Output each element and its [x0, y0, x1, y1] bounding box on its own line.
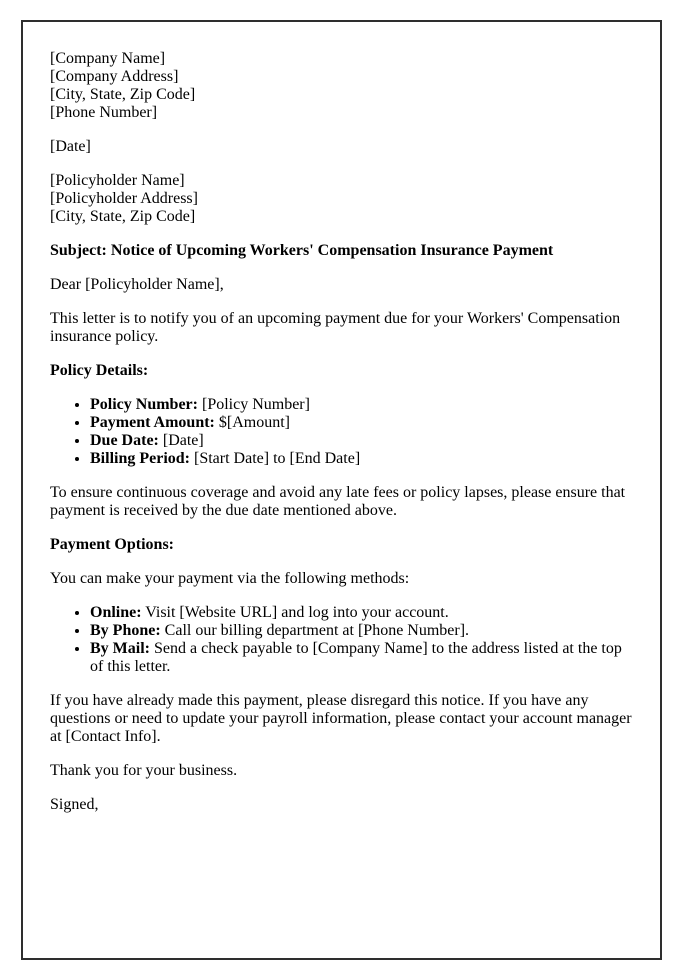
intro-paragraph: This letter is to notify you of an upcoming payment due for your Workers' Compensation insurance policy. — [50, 310, 621, 345]
recipient-line: [Policyholder Name] — [50, 172, 185, 189]
date-line: [Date] — [50, 138, 91, 155]
policy-details-heading-text: Policy Details: — [50, 362, 149, 379]
list-item — [90, 622, 633, 640]
list-item — [90, 432, 633, 450]
item-label: Payment Amount: — [90, 414, 215, 431]
subject-text: Subject: Notice of Upcoming Workers' Compensation Insurance Payment — [50, 242, 554, 259]
item-label: By Mail: — [90, 640, 150, 657]
subject-line — [50, 242, 633, 260]
letter-document — [21, 20, 662, 960]
policy-details-heading — [50, 362, 633, 380]
item-label: By Phone: — [90, 622, 161, 639]
recipient-line: [City, State, Zip Code] — [50, 208, 196, 225]
recipient-address-block — [50, 172, 633, 226]
payment-options-list — [50, 604, 633, 676]
coverage-note-paragraph: To ensure continuous coverage and avoid any late fees or policy lapses, please ensure that payment is received by the due date mentioned above. — [50, 484, 626, 519]
payment-options-heading-text: Payment Options: — [50, 536, 174, 553]
sender-line: [Company Name] — [50, 50, 166, 67]
item-label: Online: — [90, 604, 142, 621]
sender-line: [Company Address] — [50, 68, 179, 85]
list-item — [90, 604, 633, 622]
payment-options-heading — [50, 536, 633, 554]
item-value: $[Amount] — [214, 414, 290, 431]
item-value: [Start Date] to [End Date] — [190, 450, 361, 467]
item-label: Due Date: — [90, 432, 159, 449]
recipient-line: [Policyholder Address] — [50, 190, 198, 207]
payment-options-intro: You can make your payment via the following methods: — [50, 570, 410, 587]
item-value: Send a check payable to [Company Name] to the address listed at the top of this letter. — [90, 640, 622, 675]
list-item — [90, 450, 633, 468]
sender-line: [City, State, Zip Code] — [50, 86, 196, 103]
item-value: Call our billing department at [Phone Number]. — [160, 622, 470, 639]
item-value: [Policy Number] — [197, 396, 310, 413]
sender-line: [Phone Number] — [50, 104, 158, 121]
salutation: Dear [Policyholder Name], — [50, 276, 224, 293]
closing-line: Signed, — [50, 796, 99, 813]
disregard-note-paragraph: If you have already made this payment, please disregard this notice. If you have any questions or need to update your payroll information, please contact your account manager at [Contact Info]. — [50, 692, 632, 745]
item-value: [Date] — [158, 432, 204, 449]
item-value: Visit [Website URL] and log into your account. — [141, 604, 449, 621]
sender-address-block — [50, 50, 633, 122]
item-label: Billing Period: — [90, 450, 190, 467]
thanks-paragraph: Thank you for your business. — [50, 762, 238, 779]
list-item — [90, 414, 633, 432]
policy-details-list — [50, 396, 633, 468]
list-item — [90, 396, 633, 414]
list-item — [90, 640, 633, 676]
item-label: Policy Number: — [90, 396, 198, 413]
